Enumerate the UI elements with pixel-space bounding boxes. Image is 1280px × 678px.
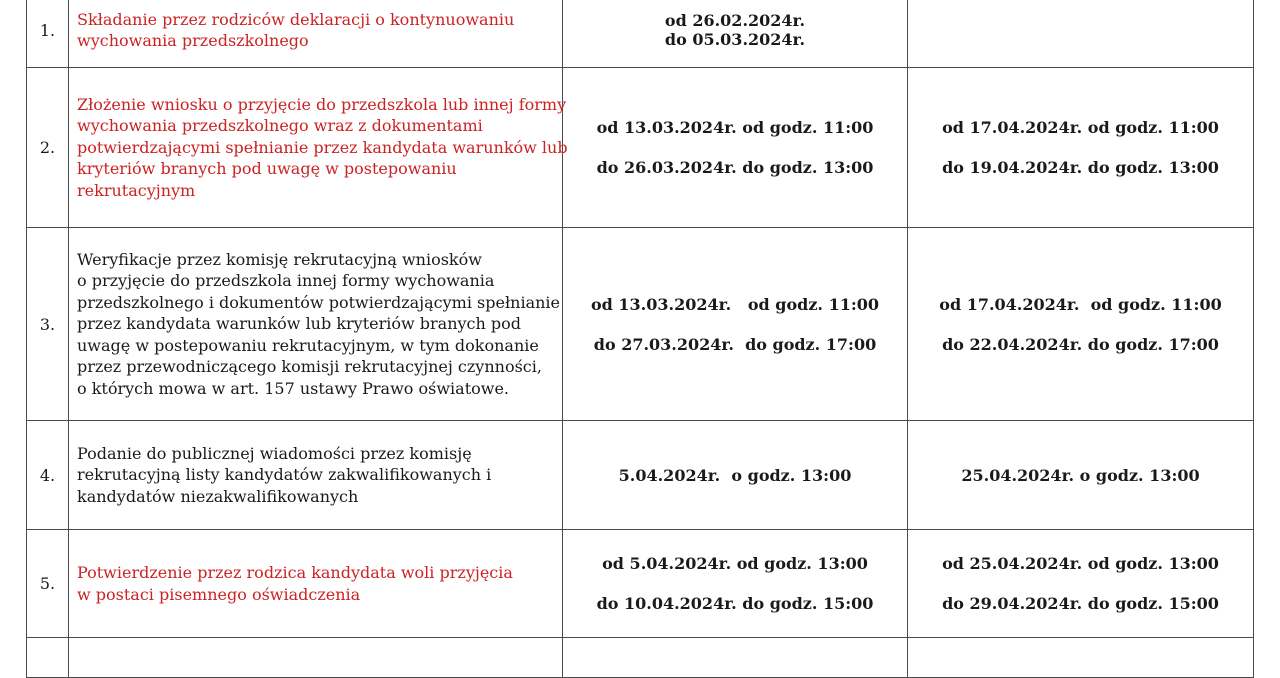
row-number: 2.	[27, 68, 69, 228]
table-row	[27, 421, 1254, 530]
description-line: Weryfikacje przez komisję rekrutacyjną wniosków	[77, 249, 482, 269]
description-line: Złożenie wniosku o przyjęcie do przedszkola lub innej formy	[77, 94, 567, 114]
date-line: do 29.04.2024r. do godz. 15:00	[942, 594, 1219, 613]
date-line: do 05.03.2024r.	[664, 30, 806, 49]
date-first-stage	[563, 228, 908, 421]
date-line: od 13.03.2024r. od godz. 11:00	[596, 118, 874, 137]
date-line: do 19.04.2024r. do godz. 13:00	[942, 158, 1219, 177]
description-line: Podanie do publicznej wiadomości przez komisję	[77, 443, 472, 463]
description-line: wychowania przedszkolnego	[77, 31, 309, 50]
row-description	[69, 0, 563, 68]
description-line: Potwierdzenie przez rodzica kandydata woli przyjęcia	[77, 563, 513, 582]
description-line: o przyjęcie do przedszkola innej formy wychowania	[77, 271, 495, 291]
date-second-stage	[908, 228, 1254, 421]
table-row	[27, 68, 1254, 228]
table-row	[27, 0, 1254, 68]
table-row	[27, 638, 1254, 678]
date-second-stage	[908, 638, 1254, 678]
date-second-stage	[908, 68, 1254, 228]
row-number: 5.	[27, 530, 69, 638]
date-line: od 25.04.2024r. od godz. 13:00	[942, 554, 1219, 573]
date-line: 25.04.2024r. o godz. 13:00	[961, 465, 1200, 485]
row-number: 1.	[27, 0, 69, 68]
date-line: 5.04.2024r. o godz. 13:00	[618, 465, 852, 485]
row-description	[69, 68, 568, 228]
row-description	[69, 228, 563, 421]
table-row	[27, 530, 1254, 638]
table-row	[27, 228, 1254, 421]
date-second-stage	[908, 421, 1254, 530]
date-line: od 17.04.2024r. od godz. 11:00	[939, 294, 1222, 314]
date-line: od 17.04.2024r. od godz. 11:00	[942, 118, 1219, 137]
description-line: przez kandydata warunków lub kryteriów branych pod	[77, 314, 522, 334]
row-number: 4.	[27, 421, 69, 530]
date-first-stage	[563, 530, 908, 638]
description-line: rekrutacyjną listy kandydatów zakwalifikowanych i	[77, 465, 492, 485]
date-line: do 10.04.2024r. do godz. 15:00	[596, 594, 874, 613]
description-line: potwierdzającymi spełnianie przez kandydata warunków lub	[77, 137, 568, 157]
row-description	[69, 530, 563, 638]
date-second-stage	[908, 0, 1254, 68]
description-line: uwagę w postepowaniu rekrutacyjnym, w tym dokonanie	[77, 335, 539, 355]
date-line: od 5.04.2024r. od godz. 13:00	[602, 554, 868, 573]
date-first-stage	[563, 638, 908, 678]
date-line: do 26.03.2024r. do godz. 13:00	[596, 158, 874, 177]
date-first-stage	[563, 68, 908, 228]
date-line: do 27.03.2024r. do godz. 17:00	[593, 334, 877, 354]
description-line: wychowania przedszkolnego wraz z dokumentami	[77, 116, 483, 136]
date-line: od 13.03.2024r. od godz. 11:00	[590, 294, 879, 314]
row-description	[69, 638, 563, 678]
description-line: kandydatów niezakwalifikowanych	[77, 486, 359, 506]
date-line: od 26.02.2024r.	[664, 11, 806, 30]
date-second-stage	[908, 530, 1254, 638]
description-line: kryteriów branych pod uwagę w postepowaniu	[77, 159, 457, 179]
date-line: do 22.04.2024r. do godz. 17:00	[942, 334, 1219, 354]
date-first-stage	[563, 0, 908, 68]
description-line: Składanie przez rodziców deklaracji o kontynuowaniu	[77, 9, 515, 29]
description-line: przedszkolnego i dokumentów potwierdzającymi spełnianie	[77, 292, 560, 312]
row-description	[69, 421, 563, 530]
row-number	[27, 638, 69, 678]
description-line: rekrutacyjnym	[77, 180, 196, 200]
row-number: 3.	[27, 228, 69, 421]
date-first-stage	[563, 421, 908, 530]
description-line: przez przewodniczącego komisji rekrutacyjnej czynności,	[77, 357, 542, 377]
description-line: o których mowa w art. 157 ustawy Prawo oświatowe.	[77, 378, 510, 398]
recruitment-schedule-table	[26, 0, 1254, 678]
description-line: w postaci pisemnego oświadczenia	[77, 584, 361, 604]
